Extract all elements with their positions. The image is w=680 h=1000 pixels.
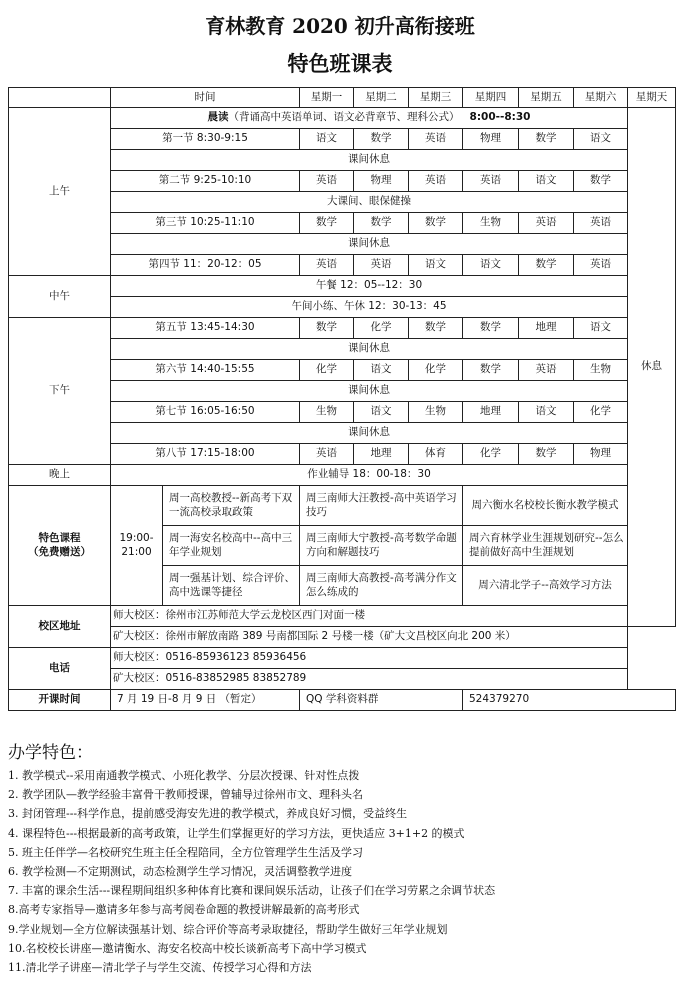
subject-cell: 数学	[463, 360, 519, 381]
subject-cell: 地理	[463, 402, 519, 423]
phone-kuangda: 矿大校区：0516-83852985 83852789	[111, 669, 628, 690]
subject-cell: 化学	[354, 318, 409, 339]
subject-cell: 英语	[300, 255, 354, 276]
morning-reading-time: 8:00--8:30	[469, 111, 531, 124]
lesson-label: 第六节 14:40-15:55	[111, 360, 300, 381]
subject-cell: 数学	[409, 318, 463, 339]
subject-cell: 语文	[354, 402, 409, 423]
subject-cell: 物理	[574, 444, 628, 465]
subject-cell: 英语	[574, 213, 628, 234]
address-label: 校区地址	[9, 606, 111, 648]
subject-cell: 语文	[574, 318, 628, 339]
subject-cell: 化学	[463, 444, 519, 465]
page-subtitle: 特色班课表	[287, 51, 393, 76]
special-label-text: 特色课程	[38, 532, 81, 545]
subject-cell: 语文	[354, 360, 409, 381]
break-row: 课间休息	[111, 234, 628, 255]
subject-cell: 英语	[463, 171, 519, 192]
header-blank	[9, 88, 111, 108]
special-course-cell: 周六衡水名校校长衡水教学模式	[463, 486, 628, 526]
list-item: 6. 教学检测—不定期测试，动态检测学生学习情况，灵活调整教学进度	[8, 865, 352, 879]
subject-cell: 体育	[409, 444, 463, 465]
header-sat: 星期六	[574, 88, 628, 108]
list-item: 4. 课程特色---根据最新的高考政策，让学生们掌握更好的学习方法，更快适应 3+1+2 的模式	[8, 826, 465, 840]
special-course-cell: 周六育林学业生涯规划研究--怎么提前做好高中生涯规划	[463, 526, 628, 566]
subject-cell: 语文	[300, 129, 354, 150]
subject-cell: 语文	[409, 255, 463, 276]
morning-reading-content: （背诵高中英语单词、语文必背章节、理科公式）	[228, 111, 460, 124]
subject-cell: 数学	[519, 444, 574, 465]
opening-label: 开课时间	[9, 690, 111, 711]
special-label	[9, 486, 111, 606]
header-mon: 星期一	[300, 88, 354, 108]
lesson-label: 第一节 8:30-9:15	[111, 129, 300, 150]
lesson-label: 第七节 16:05-16:50	[111, 402, 300, 423]
qq-group-number: 524379270	[463, 690, 676, 711]
subject-cell: 物理	[354, 171, 409, 192]
morning-reading-label: 晨读	[207, 111, 229, 124]
period-evening: 晚上	[9, 465, 111, 486]
period-morning: 上午	[9, 108, 111, 276]
special-time: 19:00-21:00	[111, 486, 163, 606]
special-course-cell: 周三南师大高教授-高考满分作文怎么练成的	[300, 566, 463, 606]
lesson-label: 第二节 9:25-10:10	[111, 171, 300, 192]
subject-cell: 化学	[574, 402, 628, 423]
big-break-row: 大课间、眼保健操	[111, 192, 628, 213]
schedule-table	[8, 87, 676, 711]
subject-cell: 数学	[574, 171, 628, 192]
subject-cell: 语文	[574, 129, 628, 150]
special-course-cell: 周一海安名校高中--高中三年学业规划	[163, 526, 300, 566]
subject-cell: 数学	[354, 129, 409, 150]
subject-cell: 数学	[409, 213, 463, 234]
subject-cell: 物理	[463, 129, 519, 150]
subject-cell: 语文	[519, 402, 574, 423]
subject-cell: 数学	[300, 213, 354, 234]
sunday-rest: 休息	[628, 108, 676, 627]
special-course-cell: 周一高校教授--新高考下双一流高校录取政策	[163, 486, 300, 526]
period-noon: 中午	[9, 276, 111, 318]
subject-cell: 英语	[519, 360, 574, 381]
list-item: 11.清北学子讲座—清北学子与学生交流、传授学习心得和方法	[8, 961, 312, 975]
subject-cell: 英语	[409, 171, 463, 192]
evening-study: 作业辅导 18：00-18：30	[111, 465, 628, 486]
subject-cell: 英语	[519, 213, 574, 234]
lunch-row: 午餐 12：05--12：30	[111, 276, 628, 297]
header-thu: 星期四	[463, 88, 519, 108]
break-row: 课间休息	[111, 381, 628, 402]
subject-cell: 数学	[354, 213, 409, 234]
lesson-label: 第八节 17:15-18:00	[111, 444, 300, 465]
subject-cell: 英语	[300, 444, 354, 465]
phone-label: 电话	[9, 648, 111, 690]
subject-cell: 英语	[300, 171, 354, 192]
noon-rest-row: 午间小练、午休 12：30-13：45	[111, 297, 628, 318]
list-item: 8.高考专家指导—邀请多年参与高考阅卷命题的教授讲解最新的高考形式	[8, 903, 360, 917]
subject-cell: 地理	[354, 444, 409, 465]
subject-cell: 数学	[463, 318, 519, 339]
period-afternoon: 下午	[9, 318, 111, 465]
morning-reading	[111, 108, 628, 129]
list-item: 7. 丰富的课余生活---课程期间组织多种体育比赛和课间娱乐活动，让孩子们在学习劳累之余调节状态	[8, 884, 496, 898]
list-item: 5. 班主任伴学—名校研究生班主任全程陪同，全方位管理学生生活及学习	[8, 845, 363, 859]
subject-cell: 数学	[519, 255, 574, 276]
header-time: 时间	[111, 88, 300, 108]
address-shida: 师大校区：徐州市江苏师范大学云龙校区西门对面一楼	[111, 606, 628, 627]
subject-cell: 英语	[354, 255, 409, 276]
header-fri: 星期五	[519, 88, 574, 108]
subject-cell: 语文	[519, 171, 574, 192]
list-item: 1. 教学模式--采用南通教学模式、小班化教学、分层次授课、针对性点拨	[8, 769, 360, 782]
lesson-label: 第五节 13:45-14:30	[111, 318, 300, 339]
subject-cell: 地理	[519, 318, 574, 339]
special-course-cell: 周六清北学子--高效学习方法	[463, 566, 628, 606]
features-title: 办学特色：	[8, 743, 93, 763]
special-sublabel: （免费赠送）	[28, 545, 91, 558]
subject-cell: 生物	[409, 402, 463, 423]
header-tue: 星期二	[354, 88, 409, 108]
header-row	[9, 88, 676, 108]
break-row: 课间休息	[111, 423, 628, 444]
subject-cell: 语文	[463, 255, 519, 276]
list-item: 9.学业规划—全方位解读强基计划、综合评价等高考录取捷径，帮助学生做好三年学业规划	[8, 922, 448, 936]
lesson-label: 第四节 11：20-12：05	[111, 255, 300, 276]
subject-cell: 英语	[409, 129, 463, 150]
subject-cell: 生物	[300, 402, 354, 423]
lesson-row	[9, 318, 676, 339]
special-course-cell: 周三南师大汪教授-高中英语学习技巧	[300, 486, 463, 526]
list-item: 3. 封闭管理---科学作息，提前感受海安先进的教学模式，养成良好习惯，受益终生	[8, 807, 408, 821]
header-wed: 星期三	[409, 88, 463, 108]
address-kuangda: 矿大校区：徐州市解放南路 389 号南都国际 2 号楼一楼（矿大文昌校区向北 200 米）	[111, 627, 628, 648]
opening-date: 7 月 19 日-8 月 9 日 （暂定）	[111, 690, 300, 711]
special-course-cell: 周一强基计划、综合评价、高中选课等捷径	[163, 566, 300, 606]
qq-group-label: QQ 学科资料群	[300, 690, 463, 711]
subject-cell: 数学	[300, 318, 354, 339]
subject-cell: 化学	[409, 360, 463, 381]
features-list	[8, 766, 678, 977]
page-title: 育林教育 2020 初升高衔接班	[205, 14, 475, 38]
break-row: 课间休息	[111, 339, 628, 360]
subject-cell: 生物	[463, 213, 519, 234]
lesson-label: 第三节 10:25-11:10	[111, 213, 300, 234]
header-sun: 星期天	[628, 88, 676, 108]
special-course-cell: 周三南师大宁教授-高考数学命题方向和解题技巧	[300, 526, 463, 566]
list-item: 2. 教学团队—教学经验丰富骨干教师授课，曾辅导过徐州市文、理科头名	[8, 788, 363, 802]
list-item: 10.名校校长讲座—邀请衡水、海安名校高中校长谈新高考下高中学习模式	[8, 941, 367, 955]
subject-cell: 数学	[519, 129, 574, 150]
subject-cell: 化学	[300, 360, 354, 381]
subject-cell: 生物	[574, 360, 628, 381]
subject-cell: 英语	[574, 255, 628, 276]
break-row: 课间休息	[111, 150, 628, 171]
phone-shida: 师大校区：0516-85936123 85936456	[111, 648, 628, 669]
